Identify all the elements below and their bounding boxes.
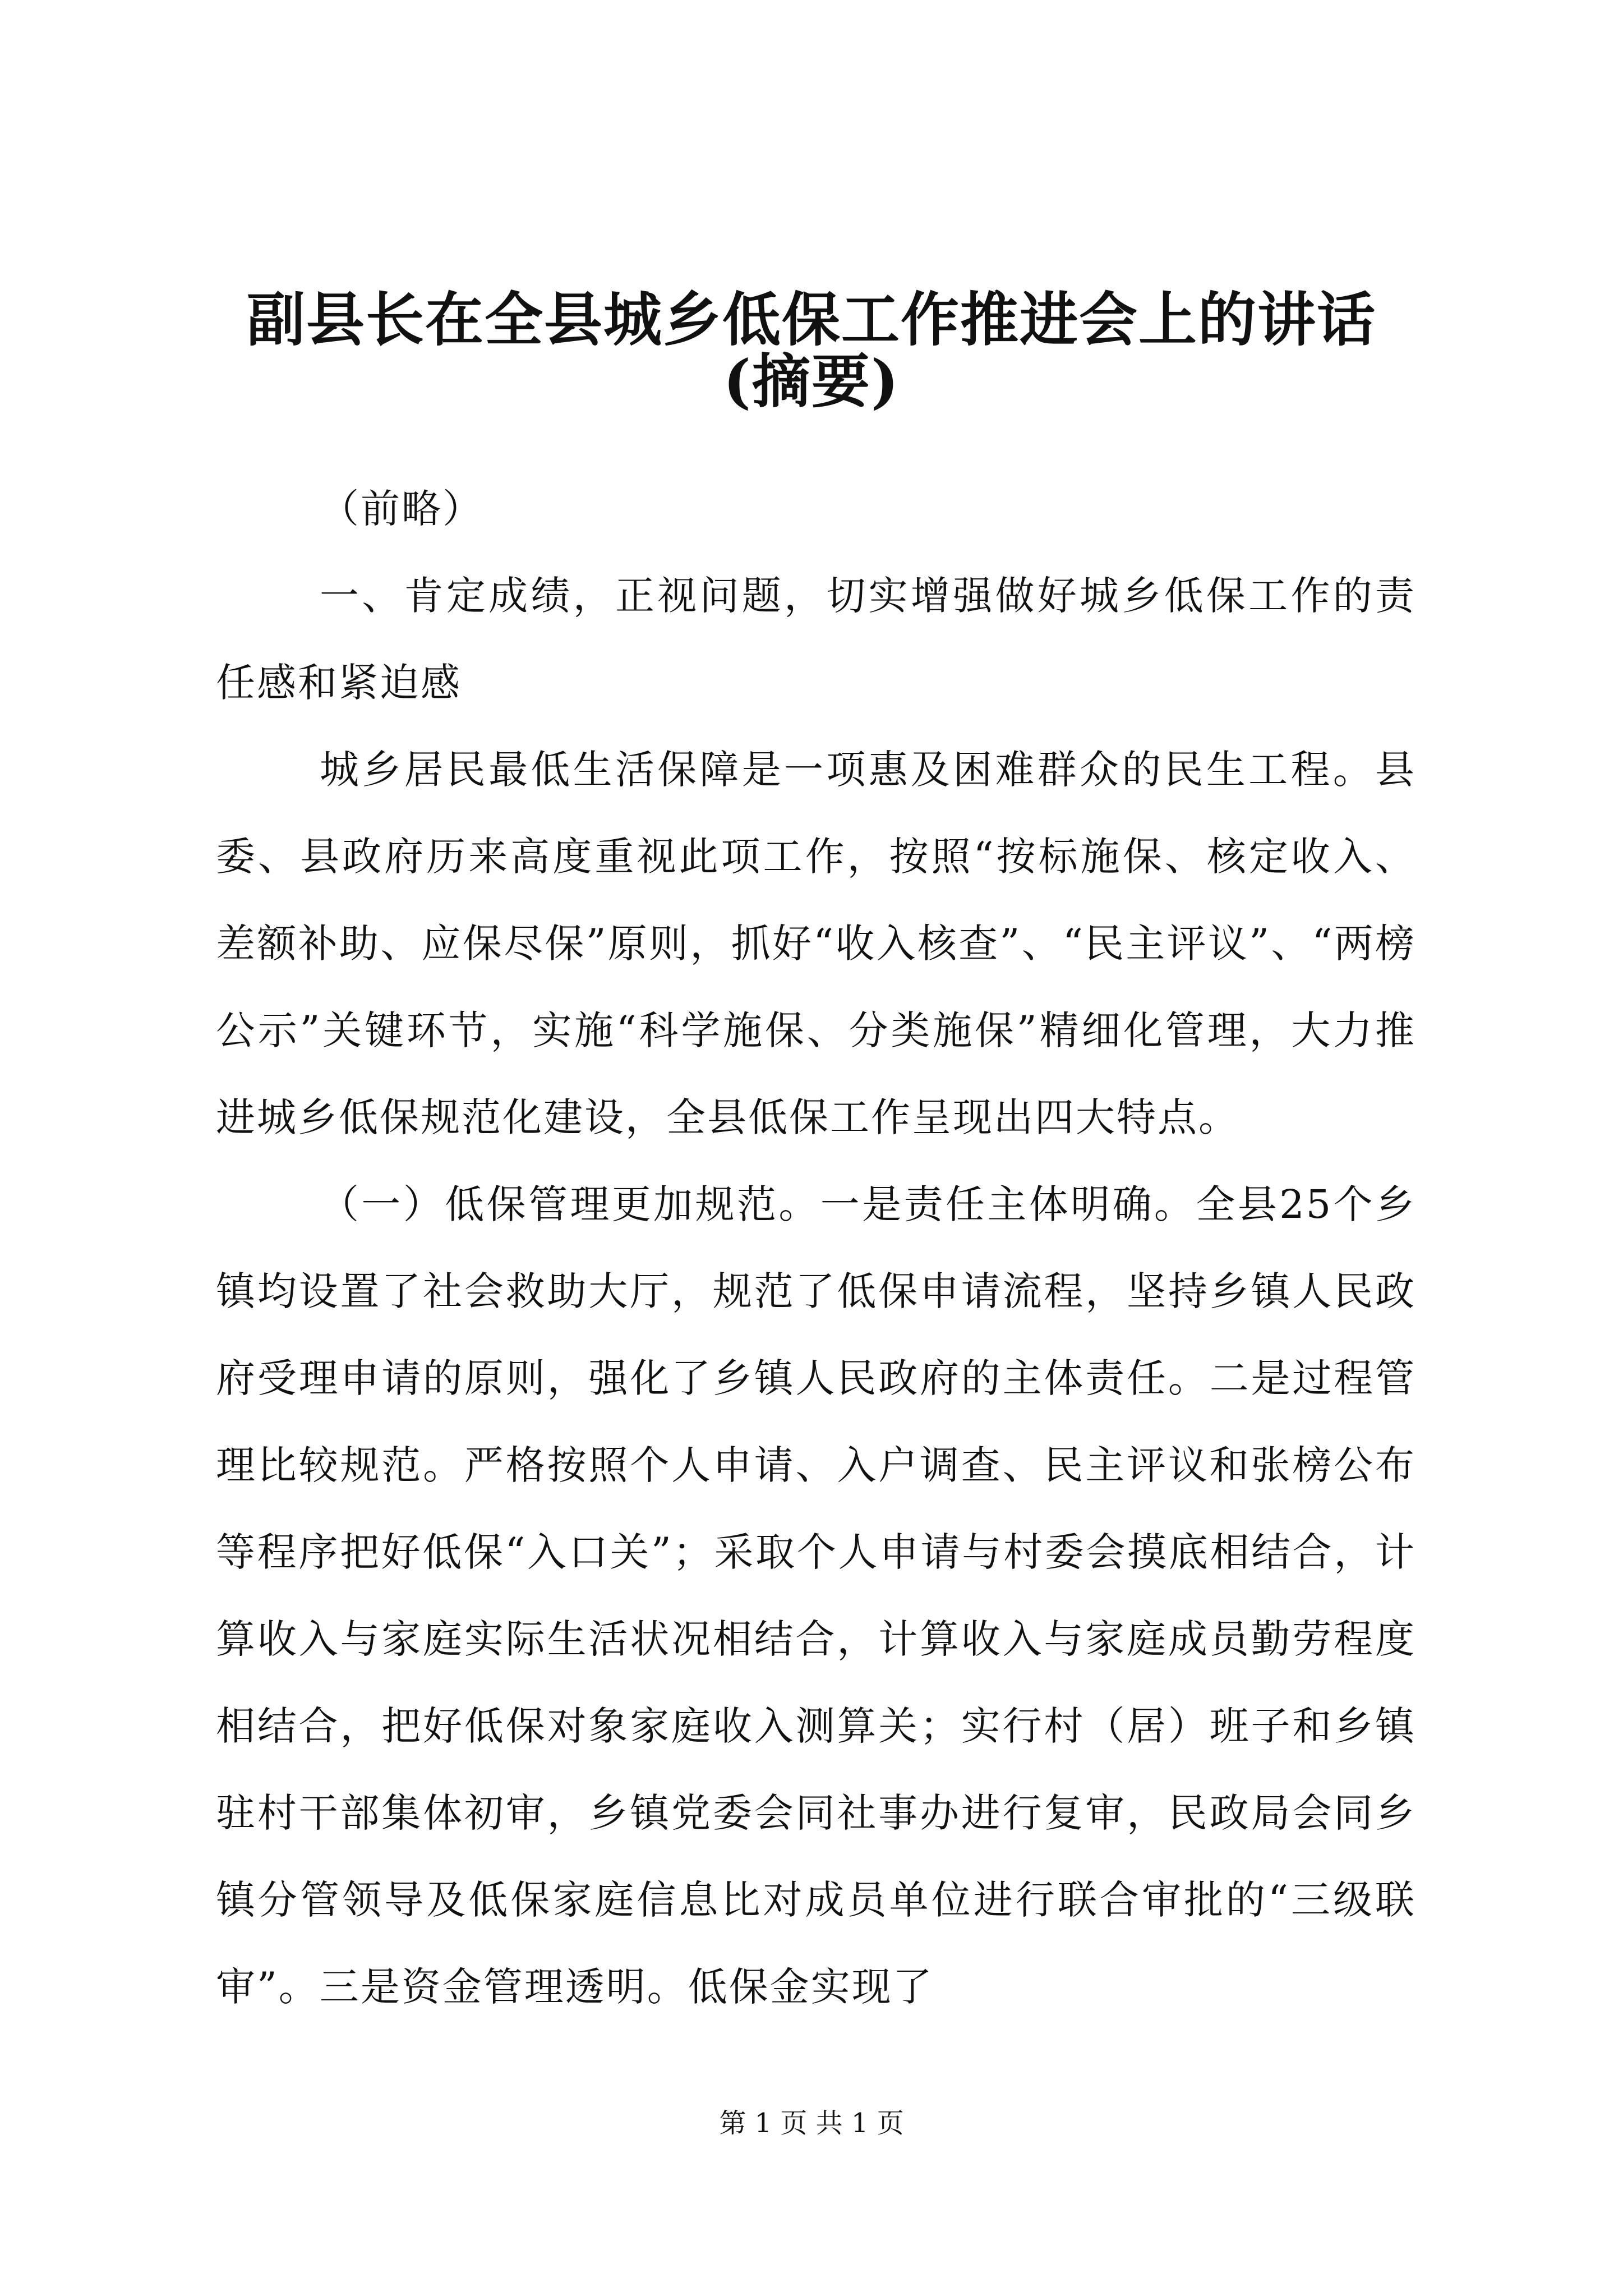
paragraph-preface: （前略） [320,486,483,532]
paragraph-section-heading: 一、肯定成绩，正视问题，切实增强做好城乡低保工作的责任感和紧迫感 [216,573,1416,706]
document-subtitle: (摘要) [723,347,900,416]
paragraph-point-one: （一）低保管理更加规范。一是责任主体明确。全县25个乡镇均设置了社会救助大厅，规范了低保申请流程，坚持乡镇人民政府受理申请的原则，强化了乡镇人民政府的主体责任。二是过程管理比较规范。严格按照个人申请、入户调查、民主评议和张榜公布等程序把好低保“入口关”；采取个人申请与村委会摸底相结合，计算收入与家庭实际生活状况相结合，计算收入与家庭成员勤劳程度相结合，把好低保对象家庭收入测算关；实行村（居）班子和乡镇驻村干部集体初审，乡镇党委会同社事办进行复审，民政局会同乡镇分管领导及低保家庭信息比对成员单位进行联合审批的“三级联审”。三是资金管理透明。低保金实现了 [216,1181,1416,2010]
document-body [216,466,1416,2031]
document-title: 副县长在全县城乡低保工作推进会上的讲话 [246,285,1376,354]
page-number-footer: 第 1 页 共 1 页 [719,2108,904,2139]
paragraph-intro: 城乡居民最低生活保障是一项惠及困难群众的民生工程。县委、县政府历来高度重视此项工作，按照“按标施保、核定收入、差额补助、应保尽保”原则，抓好“收入核查”、“民主评议”、“两榜公示”关键环节，实施“科学施保、分类施保”精细化管理，大力推进城乡低保规范化建设，全县低保工作呈现出四大特点。 [216,747,1416,1140]
